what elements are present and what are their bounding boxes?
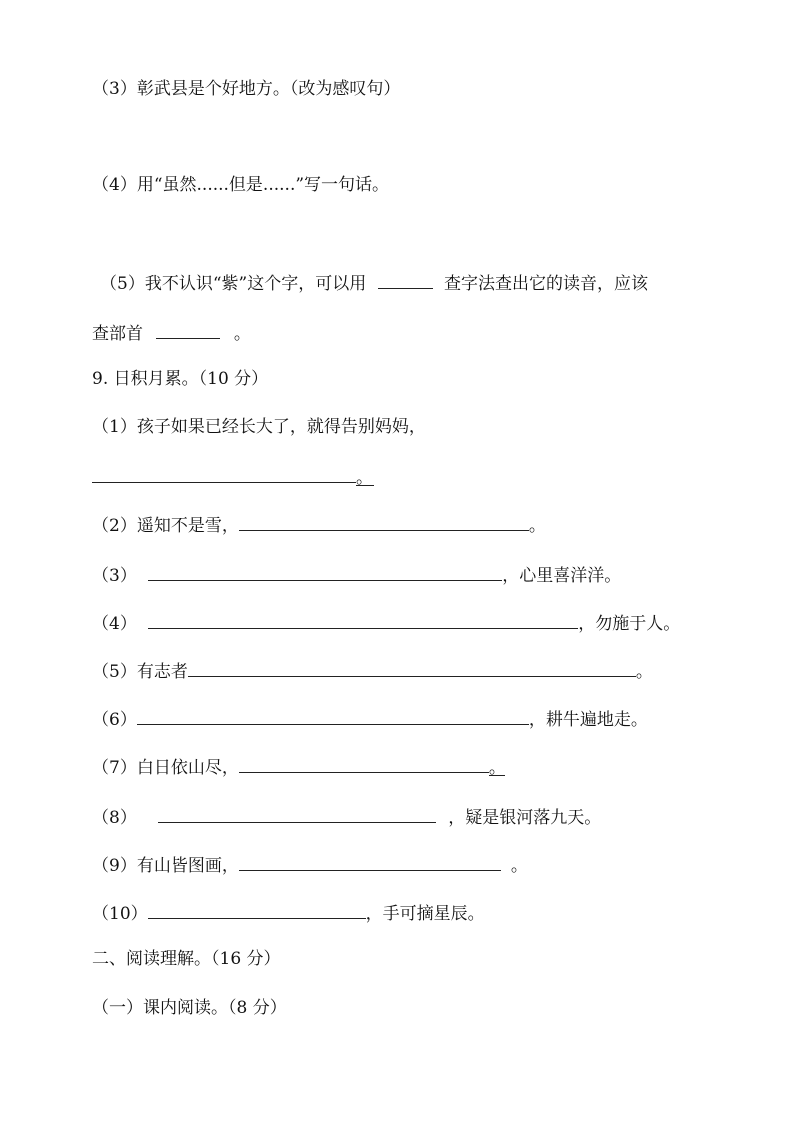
question-number: （3） [92, 566, 137, 586]
question-9-1 [92, 416, 426, 438]
answer-blank[interactable] [239, 754, 489, 773]
question-text: （7）白日依山尽， [92, 758, 239, 778]
question-number: （10） [92, 904, 148, 924]
question-number: （6） [92, 710, 137, 730]
question-9-9 [92, 852, 528, 877]
question-8-3 [92, 78, 400, 100]
answer-blank[interactable] [156, 320, 220, 339]
question-9-3 [92, 562, 621, 587]
question-text: （4）用“虽然......但是......”写一句话。 [92, 175, 390, 195]
section-heading: 9. 日积月累。（10 分） [92, 369, 269, 389]
answer-blank[interactable] [158, 804, 436, 823]
question-9-6 [92, 706, 648, 731]
answer-blank[interactable] [239, 512, 529, 531]
question-9-heading [92, 368, 268, 390]
question-9-2 [92, 512, 546, 537]
question-text: （9）有山皆图画， [92, 856, 239, 876]
punctuation: 。 [528, 516, 546, 536]
question-8-5-cont [92, 320, 251, 345]
answer-blank[interactable] [378, 270, 433, 289]
question-text: ，疑是银河落九天。 [448, 808, 602, 828]
punctuation: 。 [510, 856, 528, 876]
question-9-7 [92, 754, 505, 779]
answer-blank[interactable] [148, 562, 502, 581]
punctuation: 。 [356, 468, 373, 488]
question-8-5 [100, 270, 648, 295]
question-text: （3）彰武县是个好地方。（改为感叹句） [92, 79, 401, 99]
question-text: （5）我不认识“紫”这个字，可以用 [100, 274, 367, 294]
question-9-8 [92, 804, 601, 829]
question-text: ，耕牛遍地走。 [528, 710, 648, 730]
question-9-4 [92, 610, 680, 635]
question-text: ，勿施于人。 [578, 614, 681, 634]
question-9-5 [92, 658, 653, 683]
question-8-4 [92, 174, 389, 196]
question-text: （2）遥知不是雪， [92, 516, 239, 536]
question-text: 查部首 [92, 324, 143, 344]
question-number: （4） [92, 614, 137, 634]
subsection-heading: （一）课内阅读。（8 分） [92, 998, 287, 1018]
answer-blank[interactable] [239, 852, 501, 871]
answer-blank[interactable] [188, 658, 636, 677]
section-2-heading [92, 948, 281, 970]
question-text: 查字法查出它的读音，应该 [444, 274, 649, 294]
section-2-subheading [92, 997, 287, 1019]
question-number: （8） [92, 808, 137, 828]
question-text: ，手可摘星辰。 [365, 904, 485, 924]
section-heading: 二、阅读理解。（16 分） [92, 949, 281, 969]
question-text: （1）孩子如果已经长大了，就得告别妈妈， [92, 417, 426, 437]
question-9-1-answer [92, 464, 374, 489]
answer-blank[interactable] [148, 900, 366, 919]
answer-blank[interactable] [148, 610, 578, 629]
question-text: （5）有志者 [92, 662, 188, 682]
punctuation: 。 [635, 662, 653, 682]
question-9-10 [92, 900, 485, 925]
answer-blank[interactable] [137, 706, 529, 725]
punctuation: 。 [233, 324, 251, 344]
answer-blank[interactable] [92, 464, 356, 483]
question-text: ，心里喜洋洋。 [502, 566, 622, 586]
punctuation: 。 [488, 758, 506, 778]
